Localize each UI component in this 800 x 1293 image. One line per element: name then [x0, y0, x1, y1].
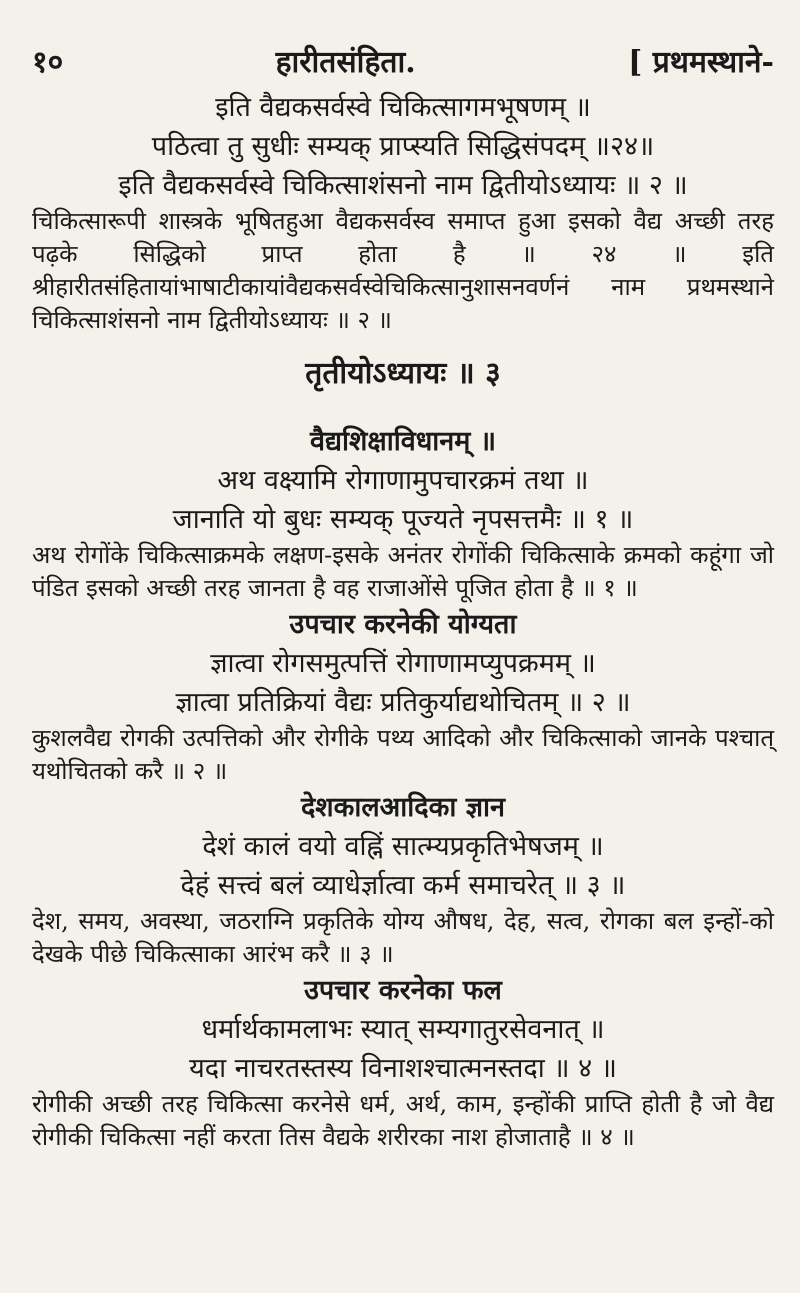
running-title: हारीतसंहिता. — [275, 45, 416, 80]
commentary-paragraph: कुशलवैद्य रोगकी उत्पत्तिको और रोगीके पथ्य आदिको और चिकित्साको जानके पश्चात् यथोचितको करै ॥ २ ॥ — [32, 724, 774, 785]
commentary-paragraph: देश, समय, अवस्था, जठराग्नि प्रकृतिके योग्य औषध, देह, सत्व, रोगका बल इन्हों-को देखके पीछे चिकित्साका आरंभ करै ॥ ३ ॥ — [32, 907, 774, 968]
sub-heading: उपचार करनेकी योग्यता — [289, 609, 517, 640]
verse-line: ज्ञात्वा रोगसमुत्पत्तिं रोगाणामप्युपक्रमम् ॥ — [210, 648, 596, 679]
verse-line: देहं सत्त्वं बलं व्याधेर्ज्ञात्वा कर्म समाचरेत् ॥ ३ ॥ — [180, 870, 626, 901]
sub-heading: उपचार करनेका फल — [304, 975, 502, 1006]
closing-verses — [32, 88, 774, 205]
verse-line: अथ वक्ष्यामि रोगाणामुपचारक्रमं तथा ॥ — [217, 465, 589, 496]
verse-line: पठित्वा तु सुधीः सम्यक् प्राप्स्यति सिद्धिसंपदम् ॥२४॥ — [151, 131, 655, 162]
commentary-paragraph: चिकित्सारूपी शास्त्रके भूषितहुआ वैद्यकसर्वस्व समाप्त हुआ इसको वैद्य अच्छी तरह पढ़के सिद्धिको प्राप्त होता है ॥ २४ ॥ इति श्रीहारीतसंहितायांभाषाटीकायांवैद्यकसर्वस्वेचिकित्सानुशासनवर्णनं नाम प्रथमस्थाने चिकित्साशंसनो नाम द्वितीयोऽध्यायः ॥ २ ॥ — [32, 207, 774, 334]
sub-heading: देशकालआदिका ज्ञान — [300, 792, 506, 823]
verse-line: इति वैद्यकसर्वस्वे चिकित्साशंसनो नाम द्वितीयोऽध्यायः ॥ २ ॥ — [118, 170, 688, 201]
verse-line: इति वैद्यकसर्वस्वे चिकित्सागमभूषणम् ॥ — [215, 92, 591, 123]
section-marker: [ प्रथमस्थाने- — [628, 45, 774, 80]
verse-line: धर्मार्थकामलाभः स्यात् सम्यगातुरसेवनात् ॥ — [201, 1014, 605, 1045]
verse-line: ज्ञात्वा प्रतिक्रियां वैद्यः प्रतिकुर्याद्यथोचितम् ॥ २ ॥ — [175, 687, 631, 718]
page-header — [32, 40, 774, 88]
section-title: वैद्यशिक्षाविधानम् ॥ — [309, 426, 497, 457]
verse-line: जानाति यो बुधः सम्यक् पूज्यते नृपसत्तमैः ॥ १ ॥ — [172, 504, 634, 535]
page-number: १० — [32, 45, 64, 80]
commentary-paragraph: अथ रोगोंके चिकित्साक्रमके लक्षण-इसके अनंतर रोगोंकी चिकित्साके क्रमको कहूंगा जो पंडित इसको अच्छी तरह जानता है वह राजाओंसे पूजित होता है ॥ १ ॥ — [32, 541, 774, 602]
chapter-heading: तृतीयोऽध्यायः ॥ ३ — [305, 356, 501, 391]
commentary-paragraph: रोगीकी अच्छी तरह चिकित्सा करनेसे धर्म, अर्थ, काम, इन्होंकी प्राप्ति होती है जो वैद्य रोगीकी चिकित्सा नहीं करता तिस वैद्यके शरीरका नाश होजाताहै ॥ ४ ॥ — [32, 1090, 774, 1151]
verse-line: देशं कालं वयो वह्निं सात्म्यप्रकृतिभेषजम् ॥ — [202, 831, 604, 862]
verse-line: यदा नाचरतस्तस्य विनाशश्चात्मनस्तदा ॥ ४ ॥ — [189, 1053, 617, 1084]
